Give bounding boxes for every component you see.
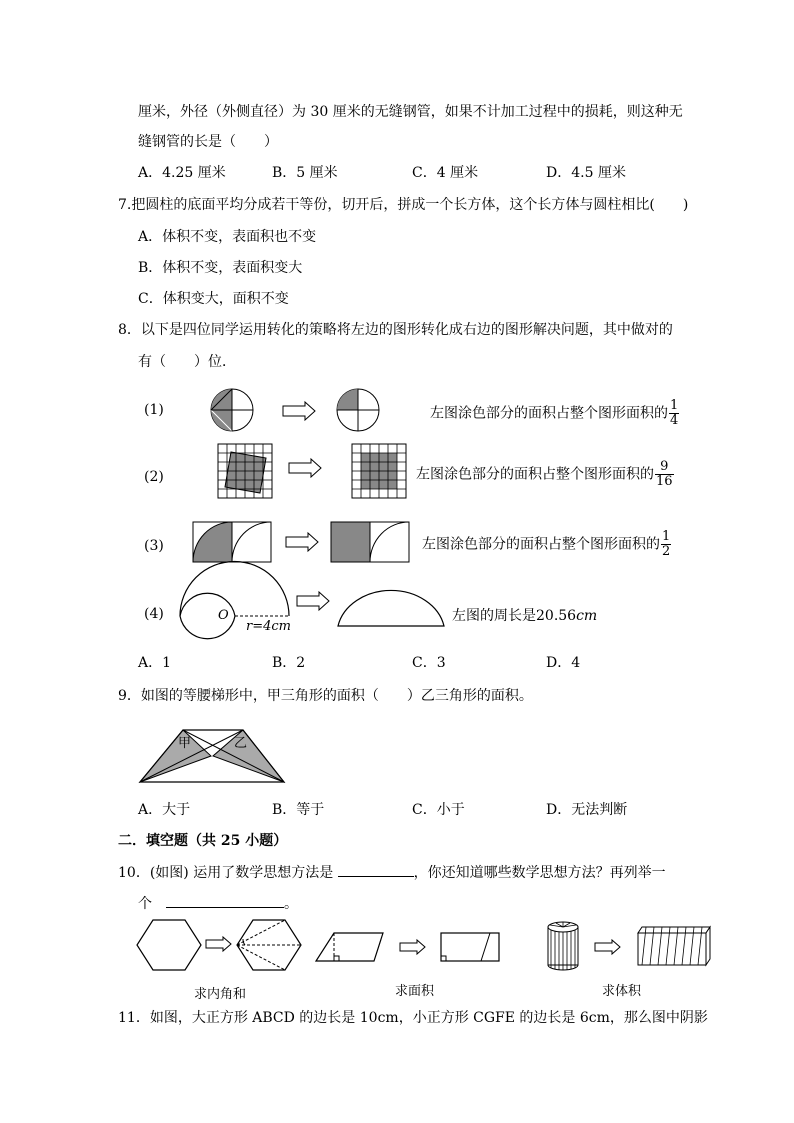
arrow-icon (286, 533, 318, 551)
q6-option-a[interactable]: A．4.25 厘米 (138, 165, 226, 181)
q8-item4-statement: 左图的周长是20.56cm (452, 608, 598, 624)
fraction-one-half: $\frac{1}{2}$ (662, 529, 671, 559)
q8-item2-label: (2) (144, 469, 164, 485)
arrow-icon (283, 402, 315, 420)
q11-line1: 11．如图，大正方形 ABCD 的边长是 10cm，小正方形 CGFE 的边长是 6cm，那么图中阴影 (118, 1010, 708, 1026)
arrow-icon (206, 937, 231, 951)
q10-line2: 个 。 (138, 893, 298, 914)
q8-item2-figure (218, 444, 418, 499)
q9-option-d[interactable]: D．无法判断 (546, 802, 628, 818)
q10-answer-blank-1[interactable] (338, 862, 414, 877)
q7-option-b[interactable]: B．体积不变，表面积变大 (138, 260, 303, 276)
q10-figures (138, 915, 718, 975)
q8-item1-label: (1) (144, 402, 164, 418)
q6-option-c[interactable]: C．4 厘米 (412, 165, 479, 181)
q8-item4-center-label: O (218, 608, 229, 623)
q8-option-d[interactable]: D．4 (546, 655, 581, 671)
q6-line2: 缝钢管的长是（ ） (138, 134, 278, 150)
q8-item1-statement: 左图涂色部分的面积占整个图形面积的 $\frac{1}{4}$ (430, 398, 679, 428)
q8-item4-label: (4) (144, 606, 164, 622)
q8-item3-figure (193, 522, 423, 567)
arrow-icon (289, 459, 321, 477)
q8-item3-label: (3) (144, 538, 164, 554)
q8-item4-figure (170, 568, 455, 643)
q8-option-a[interactable]: A．1 (138, 655, 172, 671)
q8-option-b[interactable]: B．2 (272, 655, 306, 671)
q9-option-b[interactable]: B．等于 (272, 802, 325, 818)
fraction-nine-sixteenths: $\frac{9}{16}$ (656, 459, 673, 489)
q6-line1: 厘米，外径（外侧直径）为 30 厘米的无缝钢管，如果不计加工过程中的损耗，则这种无 (138, 104, 683, 120)
q8-item4-radius-label: r=4cm (246, 619, 291, 634)
q10-answer-blank-2[interactable] (166, 893, 284, 908)
q9-option-a[interactable]: A．大于 (138, 802, 191, 818)
q8-item2-statement: 左图涂色部分的面积占整个图形面积的 $\frac{9}{16}$ (416, 459, 673, 489)
q9-jia-label: 甲 (178, 736, 192, 751)
q6-option-b[interactable]: B．5 厘米 (272, 165, 338, 181)
q10-caption-volume: 求体积 (602, 984, 642, 999)
q9-option-c[interactable]: C．小于 (412, 802, 465, 818)
q10-caption-interior-angles: 求内角和 (194, 987, 247, 1002)
arrow-icon (400, 940, 425, 954)
arrow-icon (595, 940, 620, 954)
q8-line1: 8．以下是四位同学运用转化的策略将左边的图形转化成右边的图形解决问题，其中做对的 (118, 322, 673, 338)
q9-stem: 9．如图的等腰梯形中，甲三角形的面积（ ）乙三角形的面积。 (118, 688, 533, 704)
q9-trapezoid-figure (140, 720, 285, 785)
q8-line2: 有（ ）位． (138, 354, 236, 370)
section2-heading: 二．填空题（共 25 小题） (118, 833, 288, 849)
arrow-icon (297, 592, 329, 610)
q7-option-a[interactable]: A．体积不变，表面积也不变 (138, 229, 317, 245)
q10-line1: 10．(如图) 运用了数学思想方法是 ，你还知道哪些数学思想方法？再列举一 (118, 862, 666, 883)
fraction-one-quarter: $\frac{1}{4}$ (670, 398, 679, 428)
q10-caption-area: 求面积 (395, 984, 435, 999)
q8-option-c[interactable]: C．3 (412, 655, 446, 671)
q7-stem: 7.把圆柱的底面平均分成若干等份，切开后，拼成一个长方体，这个长方体与圆柱相比( ) (118, 197, 689, 213)
q9-yi-label: 乙 (234, 736, 248, 751)
q7-option-c[interactable]: C．体积变大，面积不变 (138, 291, 289, 307)
q6-option-d[interactable]: D．4.5 厘米 (546, 165, 626, 181)
q8-item3-statement: 左图涂色部分的面积占整个图形面积的 $\frac{1}{2}$ (422, 529, 671, 559)
